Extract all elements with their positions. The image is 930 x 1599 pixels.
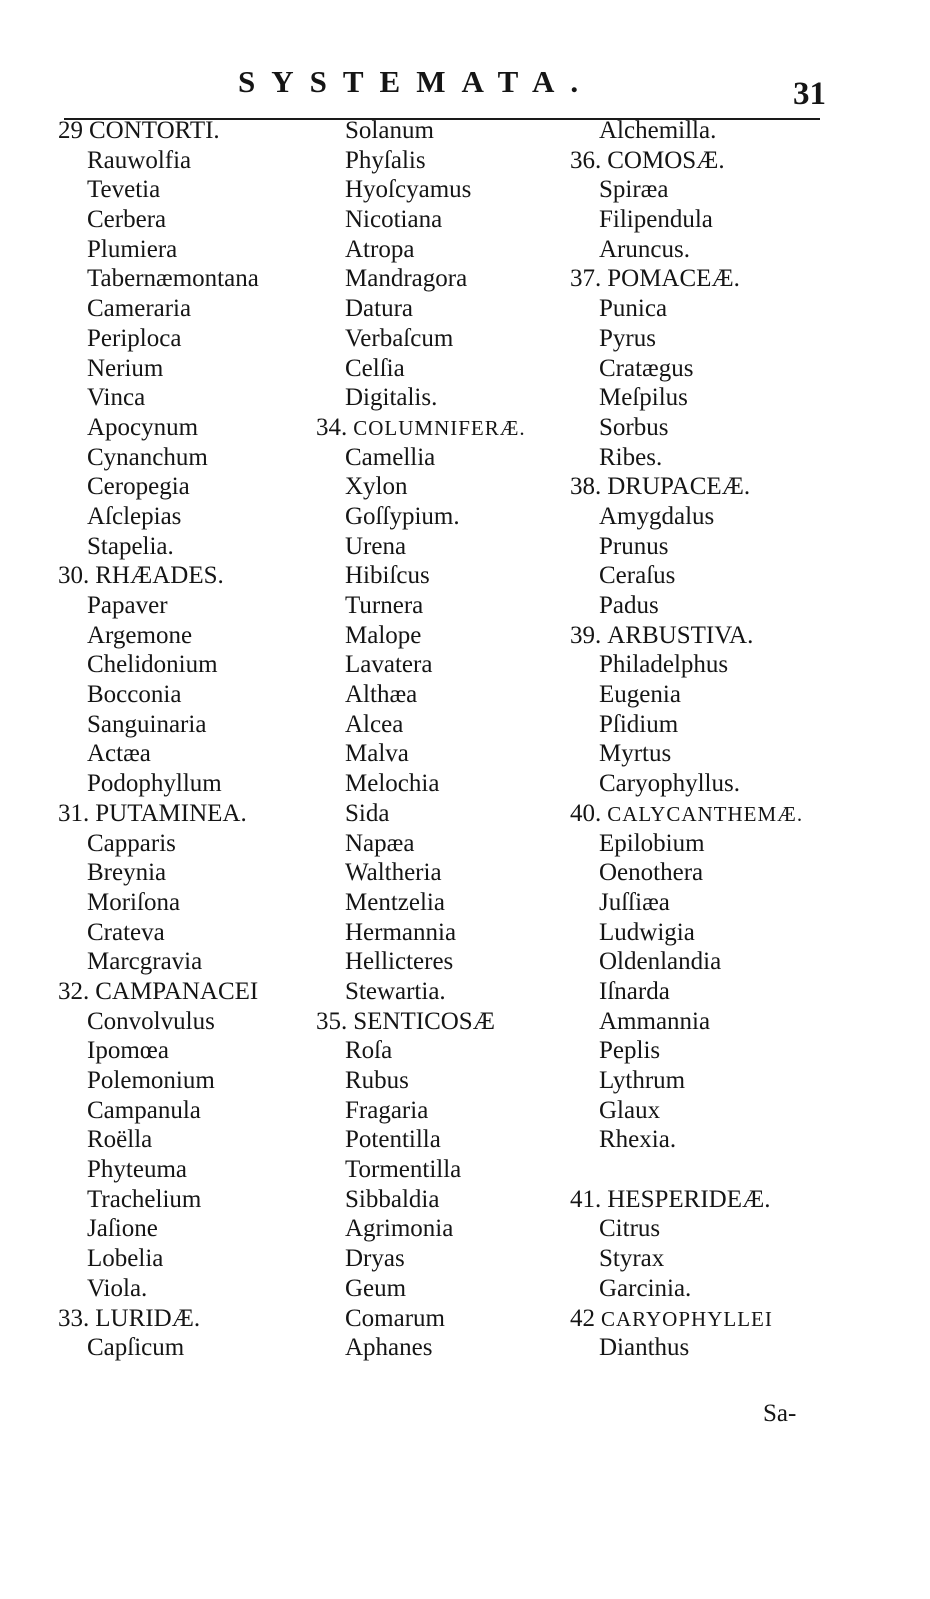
order-heading — [570, 621, 803, 651]
genus-entry: Cerbera — [87, 206, 167, 234]
genus-entry: Iſnarda — [599, 977, 670, 1005]
order-number: 36. — [570, 146, 602, 174]
genus-entry: Apocynum — [87, 413, 199, 441]
genus-entry: Tabernæmontana — [87, 265, 259, 293]
order-name: PUTAMINEA. — [95, 799, 247, 827]
genus-entry: Atropa — [345, 235, 415, 263]
genus-entry: Podophyllum — [87, 770, 222, 798]
genus-entry: Hermannia — [345, 918, 457, 946]
genus-entry: Eugenia — [599, 681, 681, 709]
genus-entry: Tormentilla — [345, 1156, 462, 1184]
genus-entry: Amygdalus — [599, 502, 715, 530]
genus-entry: Ammannia — [599, 1007, 711, 1035]
genus-entry: Fragaria — [345, 1096, 429, 1124]
order-name: COMOSÆ. — [607, 146, 725, 174]
genus-entry: Plumiera — [87, 235, 178, 263]
genus-entry: Argemone — [87, 621, 193, 649]
genus-entry: Celſia — [345, 354, 405, 382]
genus-entry: Malva — [345, 740, 409, 768]
genus-entry: Waltheria — [345, 859, 442, 887]
genus-entry: Breynia — [87, 859, 167, 887]
genus-entry: Urena — [345, 532, 407, 560]
order-number: 41. — [570, 1185, 602, 1213]
order-heading — [316, 413, 526, 443]
order-name: CAMPANACEI — [95, 977, 259, 1005]
genus-entry: Rhexia. — [599, 1126, 677, 1154]
blank-line — [570, 1155, 803, 1185]
genus-entry: Ipomœa — [87, 1037, 169, 1065]
genus-entry: Glaux — [599, 1096, 661, 1124]
order-name: LURIDÆ. — [95, 1304, 201, 1332]
genus-entry: Alcea — [345, 710, 404, 738]
genus-entry: Hellicteres — [345, 948, 454, 976]
genus-entry: Melochia — [345, 770, 440, 798]
order-number: 38. — [570, 473, 602, 501]
genus-entry: Epilobium — [599, 829, 705, 857]
genus-entry: Juſſiæa — [599, 888, 670, 916]
genus-entry: Digitalis. — [345, 384, 438, 412]
genus-entry: Tevetia — [87, 176, 161, 204]
genus-entry: Moriſona — [87, 888, 181, 916]
order-name: COLUMNIFERÆ. — [353, 415, 526, 440]
genus-entry: Mandragora — [345, 265, 468, 293]
genus-entry: Stapelia. — [87, 532, 174, 560]
genus-entry: Roſa — [345, 1037, 393, 1065]
genus-entry: Bocconia — [87, 681, 182, 709]
genus-entry: Lythrum — [599, 1067, 686, 1094]
genus-entry: Sibbaldia — [345, 1185, 440, 1213]
genus-entry: Oldenlandia — [599, 948, 722, 976]
order-number: 34. — [316, 413, 348, 441]
genus-entry: Jaſione — [87, 1215, 158, 1243]
page-number: 31 — [793, 76, 826, 112]
genus-entry: Goſſypium. — [345, 502, 460, 530]
order-heading — [570, 146, 803, 176]
genus-entry: Capparis — [87, 829, 176, 857]
genus-entry: Capſicum — [87, 1334, 185, 1362]
genus-entry: Nicotiana — [345, 206, 443, 234]
order-number: 33. — [58, 1304, 90, 1332]
genus-entry: Phyſalis — [345, 146, 426, 174]
genus-entry: Dryas — [345, 1245, 405, 1273]
genus-entry: Xylon — [345, 473, 408, 501]
genus-entry: Peplis — [599, 1037, 661, 1065]
genus-entry: Styrax — [599, 1245, 665, 1273]
genus-entry: Philadelphus — [599, 651, 729, 679]
genus-entry: Napæa — [345, 829, 415, 857]
genus-entry: Convolvulus — [87, 1007, 215, 1035]
order-heading — [58, 116, 259, 146]
genus-entry: Phyteuma — [87, 1156, 187, 1184]
order-number: 31. — [58, 799, 90, 827]
genus-entry: Chelidonium — [87, 651, 218, 679]
genus-entry: Crateva — [87, 918, 165, 946]
genus-entry: Rubus — [345, 1067, 409, 1094]
genus-entry: Althæa — [345, 681, 418, 709]
genus-entry: Actæa — [87, 740, 151, 768]
genus-entry: Prunus — [599, 532, 669, 560]
genus-entry: Agrimonia — [345, 1215, 454, 1243]
genus-entry: Ceropegia — [87, 473, 190, 501]
genus-entry: Comarum — [345, 1304, 445, 1332]
genus-entry: Filipendula — [599, 206, 713, 234]
genus-entry: Ceraſus — [599, 562, 676, 590]
order-heading — [316, 1007, 526, 1037]
genus-entry: Roëlla — [87, 1126, 153, 1154]
order-number: 37. — [570, 265, 602, 293]
order-name: HESPERIDEÆ. — [607, 1185, 771, 1213]
genus-entry: Caryophyllus. — [599, 770, 740, 798]
catchword: Sa- — [763, 1400, 797, 1427]
genus-entry: Spiræa — [599, 176, 669, 204]
order-number: 35. — [316, 1007, 348, 1035]
order-number: 40. — [570, 799, 602, 827]
genus-entry: Trachelium — [87, 1185, 202, 1213]
column-2 — [316, 116, 526, 1363]
genus-entry: Pyrus — [599, 324, 656, 352]
genus-entry: Rauwolfia — [87, 146, 192, 174]
genus-entry: Datura — [345, 295, 414, 323]
genus-entry: Periploca — [87, 324, 182, 352]
genus-entry: Papaver — [87, 592, 168, 619]
genus-entry: Dianthus — [599, 1334, 690, 1362]
genus-entry: Lavatera — [345, 651, 433, 679]
order-heading — [58, 561, 259, 591]
order-number: 32. — [58, 977, 90, 1005]
genus-entry: Malope — [345, 621, 422, 649]
genus-entry: Nerium — [87, 354, 164, 382]
genus-entry: Mentzelia — [345, 888, 445, 916]
genus-entry: Verbaſcum — [345, 324, 454, 352]
running-title: SYSTEMATA. — [238, 64, 595, 99]
genus-entry: Cratægus — [599, 354, 694, 382]
order-heading — [570, 264, 803, 294]
genus-entry: Pſidium — [599, 710, 679, 738]
genus-entry: Aſclepias — [87, 502, 182, 530]
order-name: RHÆADES. — [95, 562, 224, 590]
genus-entry: Potentilla — [345, 1126, 441, 1154]
genus-entry: Hibiſcus — [345, 562, 430, 590]
order-number: 30. — [58, 562, 90, 590]
genus-entry: Myrtus — [599, 740, 672, 768]
order-heading — [570, 1304, 803, 1334]
genus-entry: Cameraria — [87, 295, 192, 323]
genus-entry: Solanum — [345, 117, 434, 144]
column-1 — [58, 116, 259, 1363]
order-number: 42 — [570, 1304, 595, 1332]
order-name: ARBUSTIVA. — [607, 621, 754, 649]
order-number: 29 — [58, 117, 83, 144]
order-name: CALYCANTHEMÆ. — [607, 801, 804, 826]
genus-entry: Viola. — [87, 1274, 148, 1302]
genus-entry: Ribes. — [599, 443, 663, 471]
genus-entry: Sida — [345, 799, 390, 827]
order-heading — [58, 1304, 259, 1334]
genus-entry: Campanula — [87, 1096, 201, 1124]
genus-entry: Aruncus. — [599, 235, 690, 263]
genus-entry: Polemonium — [87, 1067, 215, 1094]
order-name: CARYOPHYLLEI — [601, 1306, 773, 1331]
order-heading — [58, 799, 259, 829]
order-heading — [570, 799, 803, 829]
genus-entry: Padus — [599, 592, 659, 619]
column-3 — [570, 116, 803, 1363]
genus-entry: Stewartia. — [345, 977, 446, 1005]
order-heading — [570, 1185, 803, 1215]
genus-entry: Oenothera — [599, 859, 704, 887]
order-name: POMACEÆ. — [607, 265, 740, 293]
genus-entry: Vinca — [87, 384, 146, 412]
genus-entry: Geum — [345, 1274, 407, 1302]
genus-entry: Camellia — [345, 443, 436, 471]
order-heading — [58, 977, 259, 1007]
genus-entry: Marcgravia — [87, 948, 203, 976]
genus-entry: Alchemilla. — [599, 117, 717, 144]
order-name: SENTICOSÆ — [353, 1007, 495, 1035]
genus-entry: Cynanchum — [87, 443, 208, 471]
order-number: 39. — [570, 621, 602, 649]
genus-entry: Turnera — [345, 592, 424, 619]
genus-entry: Garcinia. — [599, 1274, 692, 1302]
genus-entry: Citrus — [599, 1215, 661, 1243]
order-name: CONTORTI. — [89, 117, 220, 144]
genus-entry: Ludwigia — [599, 918, 695, 946]
order-heading — [570, 472, 803, 502]
genus-entry: Lobelia — [87, 1245, 164, 1273]
genus-entry: Sorbus — [599, 413, 669, 441]
genus-entry: Aphanes — [345, 1334, 433, 1362]
genus-entry: Punica — [599, 295, 668, 323]
genus-entry: Meſpilus — [599, 384, 688, 412]
order-name: DRUPACEÆ. — [607, 473, 751, 501]
genus-entry: Hyoſcyamus — [345, 176, 472, 204]
genus-entry: Sanguinaria — [87, 710, 207, 738]
